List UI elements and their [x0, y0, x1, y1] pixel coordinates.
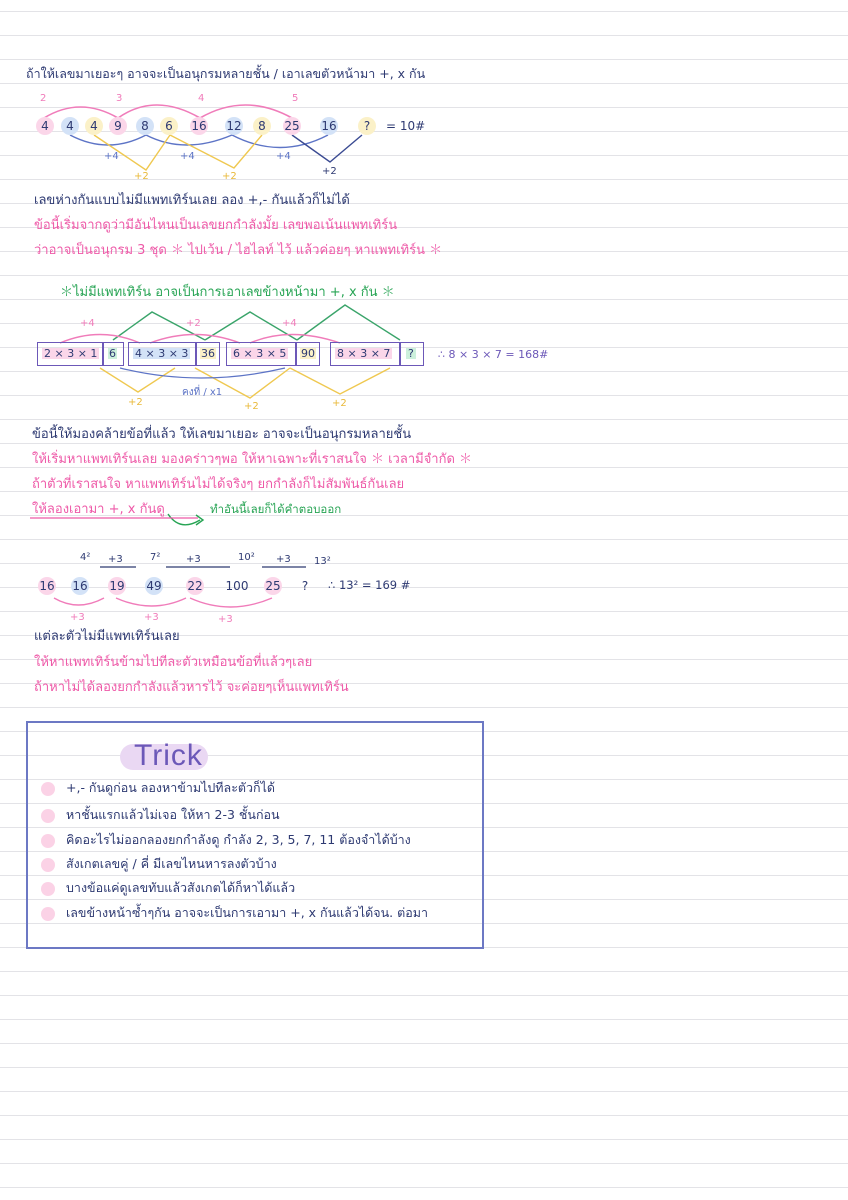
product-text: 4 × 3 × 3	[135, 347, 189, 360]
sequence-number: 25	[265, 579, 281, 593]
trick-item: สังเกตเลขคู่ / คี่ มีเลขไหนหารลงตัวบ้าง	[66, 856, 277, 871]
yellow-op: +2	[134, 171, 149, 182]
trick-item: +,- กันดูก่อน ลองหาข้ามไปทีละตัวก็ได้	[66, 780, 276, 795]
yellow-op: +2	[332, 398, 347, 409]
sequence-number: 16	[191, 119, 207, 133]
sequence-number: 6	[160, 117, 178, 135]
power-label: 2	[40, 93, 47, 104]
pink-op: +4	[80, 318, 95, 329]
trick-item: เลขข้างหน้าซ้ำๆกัน อาจจะเป็นการเอามา +, x กันแล้วได้จน. ต่อมา	[66, 905, 428, 920]
result-box	[196, 342, 220, 366]
sequence-number: 22	[187, 579, 203, 593]
blue-op: +4	[180, 151, 195, 162]
sequence-number: 4	[85, 117, 103, 135]
result-text: 90	[301, 347, 315, 360]
section1-note: เลขห่างกันแบบไม่มีแพทเทิร์นเลย ลอง +,- กันแล้วก็ไม่ได้	[34, 193, 350, 208]
navy-op: +2	[322, 166, 337, 177]
bullet-icon	[41, 809, 55, 823]
sequence-number: 16	[72, 579, 88, 593]
section1-note: ข้อนี้เริ่มจากดูว่ามีอันไหนเป็นเลขยกกำลังมั้ย เลขพอเน้นแพทเทิร์น	[34, 218, 398, 233]
section2-note: ข้อนี้ให้มองคล้ายข้อที่แล้ว ให้เลขมาเยอะ อาจจะเป็นอนุกรมหลายชั้น	[32, 427, 412, 442]
square-label: 13²	[314, 556, 331, 567]
sequence-number: 16	[321, 119, 337, 133]
pink-op: +3	[144, 612, 159, 623]
trick-title: Trick	[134, 739, 203, 772]
diff-label: +3	[108, 554, 123, 565]
section3-note: แต่ละตัวไม่มีแพทเทิร์นเลย	[34, 629, 180, 644]
sequence-number: 8	[253, 117, 271, 135]
power-label: 5	[292, 93, 299, 104]
trick-item: หาชั้นแรกแล้วไม่เจอ ให้หา 2-3 ชั้นก่อน	[66, 807, 280, 822]
section2-note: ทำอันนี้เลยก็ได้คำตอบออก	[210, 502, 342, 516]
product-box	[128, 342, 196, 366]
pink-op: +2	[186, 318, 201, 329]
section3-answer: ∴ 13² = 169 #	[328, 578, 411, 592]
section1-note: ว่าอาจเป็นอนุกรม 3 ชุด ＊ ไปเว้น / ไฮไลท์ ไว้ แล้วค่อยๆ หาแพทเทิร์น ＊	[34, 243, 443, 258]
sequence-number: 19	[109, 579, 125, 593]
bullet-icon	[41, 782, 55, 796]
result-text: 6	[109, 347, 116, 360]
sequence-number: 12	[226, 119, 242, 133]
section2-answer: ∴ 8 × 3 × 7 = 168#	[438, 348, 549, 361]
sequence-number: 25	[284, 119, 300, 133]
sequence-number: 9	[109, 117, 127, 135]
power-label: 4	[198, 93, 205, 104]
product-text: 6 × 3 × 5	[233, 347, 287, 360]
yellow-op: +2	[128, 397, 143, 408]
product-text: 8 × 3 × 7	[337, 347, 391, 360]
diff-label: +3	[186, 554, 201, 565]
bullet-icon	[41, 858, 55, 872]
sequence-number: 8	[136, 117, 154, 135]
trick-item: บางข้อแค่ดูเลขทับแล้วสังเกตได้ก็หาได้แล้ว	[66, 880, 296, 895]
product-text: 2 × 3 × 1	[44, 347, 98, 360]
section2-heading: ＊ไม่มีแพทเทิร์น อาจเป็นการเอาเลขข้างหน้ามา +, x กัน ＊	[60, 285, 395, 300]
trick-item: คิดอะไรไม่ออกลองยกกำลังดู กำลัง 2, 3, 5, 7, 11 ต้องจำได้บ้าง	[66, 832, 411, 847]
pink-op: +4	[282, 318, 297, 329]
result-box	[296, 342, 320, 366]
pink-op: +3	[218, 614, 233, 625]
square-label: 10²	[238, 552, 255, 563]
result-text: ?	[408, 347, 414, 360]
yellow-op: +2	[244, 401, 259, 412]
square-label: 7²	[150, 552, 161, 563]
sequence-number: 49	[146, 579, 162, 593]
section3-note: ถ้าหาไม่ได้ลองยกกำลังแล้วหารไว้ จะค่อยๆเห็นแพทเทิร์น	[34, 680, 349, 695]
product-box	[37, 342, 103, 366]
bullet-icon	[41, 834, 55, 848]
product-box	[226, 342, 296, 366]
section2-note: ถ้าตัวที่เราสนใจ หาแพทเทิร์นไม่ได้จริงๆ ยกกำลังก็ไม่สัมพันธ์กันเลย	[32, 477, 405, 492]
blue-op: +4	[276, 151, 291, 162]
product-box	[330, 342, 400, 366]
pink-op: +3	[70, 612, 85, 623]
bullet-icon	[41, 882, 55, 896]
result-text: 36	[201, 347, 215, 360]
section3-note: ให้หาแพทเทิร์นข้ามไปทีละตัวเหมือนข้อที่แล้วๆเลย	[34, 655, 313, 670]
sequence-number: ?	[301, 579, 309, 593]
section1-answer: = 10#	[386, 119, 426, 133]
diff-label: +3	[276, 554, 291, 565]
result-box	[103, 342, 124, 366]
sequence-number: ?	[358, 117, 376, 135]
constant-label: คงที่ / x1	[182, 387, 223, 398]
sequence-number: 16	[39, 579, 55, 593]
sequence-number: 4	[36, 117, 54, 135]
yellow-op: +2	[222, 171, 237, 182]
section1-heading: ถ้าให้เลขมาเยอะๆ อาจจะเป็นอนุกรมหลายชั้น / เอาเลขตัวหน้ามา +, x กัน	[26, 66, 426, 81]
sequence-number: 4	[61, 117, 79, 135]
square-label: 4²	[80, 552, 91, 563]
power-label: 3	[116, 93, 123, 104]
result-box	[400, 342, 424, 366]
section2-note: ให้เริ่มหาแพทเทิร์นเลย มองคร่าวๆพอ ให้หาเฉพาะที่เราสนใจ ＊ เวลามีจำกัด ＊	[32, 452, 473, 467]
bullet-icon	[41, 907, 55, 921]
blue-op: +4	[104, 151, 119, 162]
section2-note: ให้ลองเอามา +, x กันดู	[32, 502, 165, 517]
sequence-number: 100	[225, 579, 249, 593]
